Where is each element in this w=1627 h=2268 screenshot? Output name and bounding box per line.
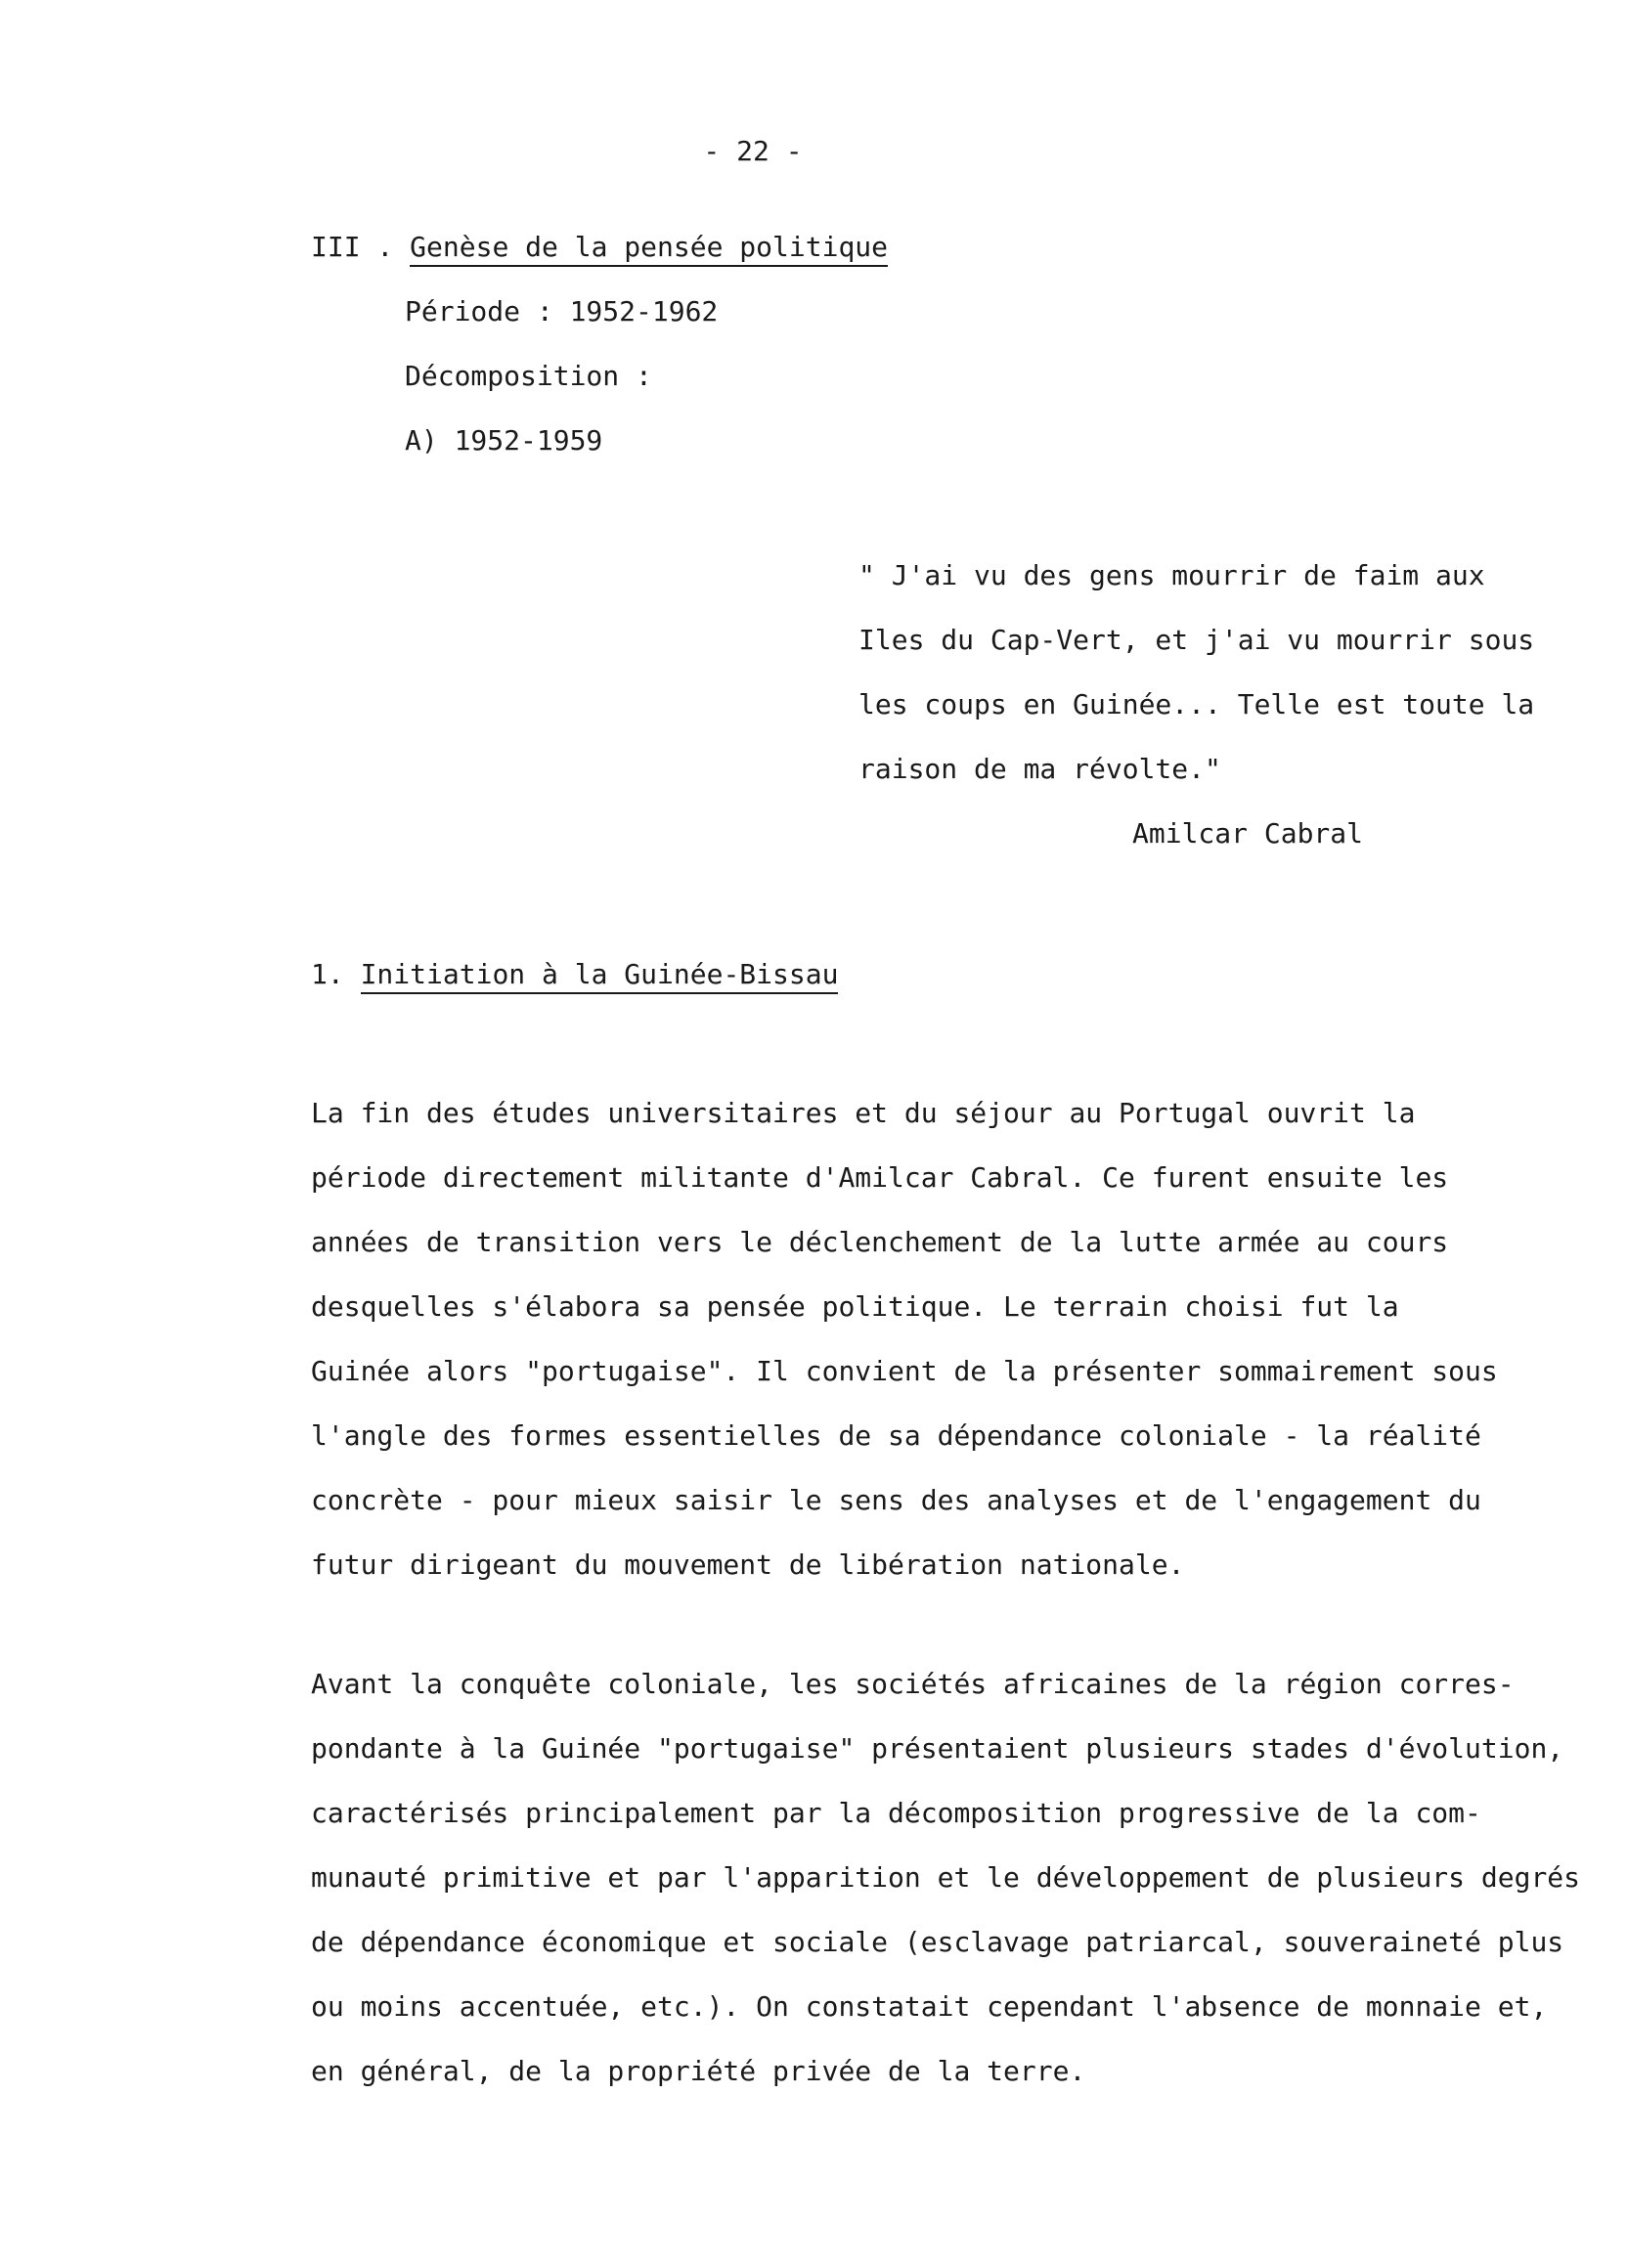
subperiod-line: A) 1952-1959 [405, 424, 603, 457]
text-line: période directement militante d'Amilcar Cabral. Ce furent ensuite les [311, 1161, 1449, 1194]
text-line: Avant la conquête coloniale, les sociétés africaines de la région corres- [311, 1668, 1515, 1700]
quote-line: raison de ma révolte." [858, 753, 1221, 785]
section-heading [311, 231, 888, 263]
subsection-heading [311, 958, 838, 990]
quote-author: Amilcar Cabral [1132, 817, 1364, 850]
text-line: munauté primitive et par l'apparition et le développement de plusieurs degrés [311, 1861, 1581, 1894]
subsection-title: Initiation à la Guinée-Bissau [361, 958, 839, 994]
paragraph-1 [311, 1081, 1582, 1597]
subsection-number: 1. [311, 958, 344, 990]
epigraph-quote [858, 544, 1562, 866]
page-number: - 22 - [703, 135, 803, 167]
section-numeral: III . [311, 231, 394, 263]
quote-line: Iles du Cap-Vert, et j'ai vu mourrir sous [858, 624, 1535, 656]
text-line: caractérisés principalement par la décomposition progressive de la com- [311, 1797, 1481, 1829]
text-line: ou moins accentuée, etc.). On constatait cependant l'absence de monnaie et, [311, 1990, 1548, 2023]
quote-line: les coups en Guinée... Telle est toute la [858, 688, 1535, 720]
text-line: en général, de la propriété privée de la terre. [311, 2055, 1086, 2087]
section-title: Genèse de la pensée politique [410, 231, 888, 267]
text-line: desquelles s'élabora sa pensée politique. Le terrain choisi fut la [311, 1290, 1399, 1323]
text-line: La fin des études universitaires et du séjour au Portugal ouvrit la [311, 1097, 1416, 1129]
text-line: années de transition vers le déclenchement de la lutte armée au cours [311, 1226, 1449, 1258]
decomposition-line: Décomposition : [405, 360, 652, 392]
text-line: futur dirigeant du mouvement de libération nationale. [311, 1548, 1185, 1581]
text-line: Guinée alors "portugaise". Il convient de la présenter sommairement sous [311, 1355, 1498, 1387]
paragraph-2 [311, 1652, 1582, 2104]
text-line: de dépendance économique et sociale (esclavage patriarcal, souveraineté plus [311, 1926, 1564, 1958]
text-line: l'angle des formes essentielles de sa dépendance coloniale - la réalité [311, 1419, 1481, 1452]
text-line: pondante à la Guinée "portugaise" présentaient plusieurs stades d'évolution, [311, 1732, 1564, 1765]
period-line: Période : 1952-1962 [405, 295, 719, 327]
text-line: concrète - pour mieux saisir le sens des analyses et de l'engagement du [311, 1484, 1481, 1516]
quote-line: " J'ai vu des gens mourrir de faim aux [858, 559, 1485, 591]
